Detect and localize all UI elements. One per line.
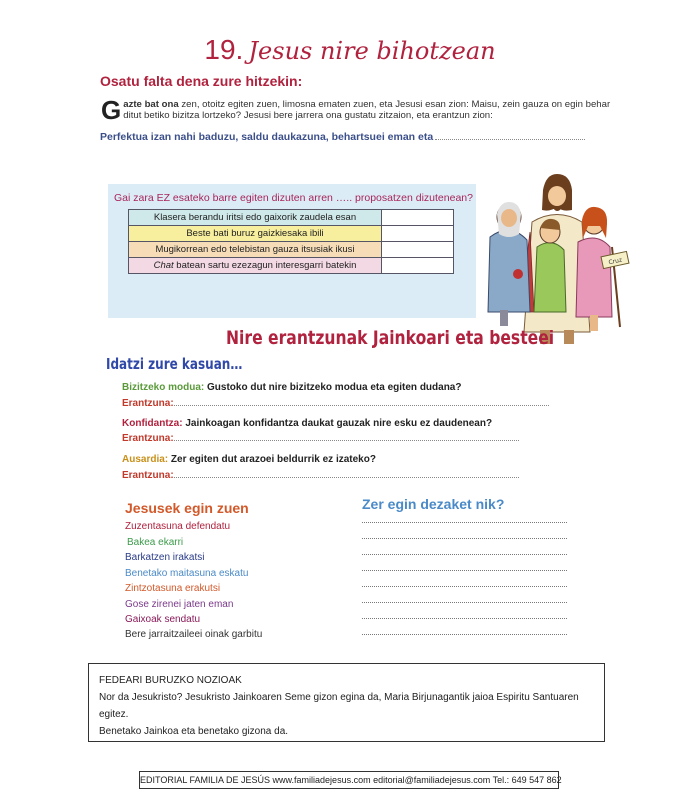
faith-notions-title: FEDEARI BURUZKO NOZIOAK <box>99 675 242 686</box>
fill-in-line[interactable] <box>435 132 585 140</box>
list-item: Bere jarraitzaileei oinak garbitu <box>125 628 263 640</box>
answer-label: Erantzuna: <box>122 470 174 481</box>
faith-notions-line: Benetako Jainkoa eta benetako gizona da. <box>99 726 289 737</box>
question-text: Zer egiten dut arazoei beldurrik ez izateko? <box>170 454 376 465</box>
question-category: Ausardia: <box>122 454 169 465</box>
answer-line <box>122 470 519 481</box>
write-line[interactable] <box>362 570 567 571</box>
answer-label: Erantzuna: <box>122 433 174 444</box>
choice-question: Gai zara EZ esateko barre egiten dizuten arren ….. proposatzen dizutenean? <box>114 192 473 204</box>
list-item: Zuzentasuna defendatu <box>125 521 231 532</box>
answer-input[interactable] <box>174 398 549 406</box>
question-category: Bizitzeko modua: <box>122 382 205 393</box>
jesus-children-illustration <box>482 162 632 352</box>
answer-input[interactable] <box>174 433 519 441</box>
table-row <box>129 226 454 242</box>
list-item: Gose zirenei jaten eman <box>125 598 234 610</box>
option-label-italic: Chat <box>153 260 174 271</box>
list-item: Gaixoak sendatu <box>125 614 201 625</box>
option-answer-box[interactable] <box>382 210 454 226</box>
question-konfidantza <box>122 418 492 429</box>
intro-bold-start: azte bat ona <box>123 99 179 110</box>
list-item: Bakea ekarri <box>127 536 184 548</box>
table-row <box>129 242 454 258</box>
lesson-number: 19. <box>204 34 244 65</box>
answer-input[interactable] <box>174 470 519 478</box>
write-line[interactable] <box>362 634 567 635</box>
intro-text: zen, otoitz egiten zuen, limosna ematen zuen, eta Jesusi esan zion: Maisu, zein gauza on egin behar ditut betiko bizitza lortzeko? Jesusi bere jarrera ona gustatu zitzaion, eta erantzun zion: <box>123 99 611 121</box>
section-heading: Nire erantzunak Jainkoari eta besteei <box>226 327 555 349</box>
list-item: Zintzotasuna erakutsi <box>125 583 221 594</box>
page-title <box>0 34 700 66</box>
list-item: Benetako maitasuna eskatu <box>125 567 249 579</box>
choice-table <box>128 209 454 274</box>
drop-cap: G <box>101 95 122 125</box>
list-item: Barkatzen irakatsi <box>125 552 205 563</box>
write-line[interactable] <box>362 522 567 523</box>
option-answer-box[interactable] <box>382 226 454 242</box>
write-line[interactable] <box>362 586 567 587</box>
fill-in-answer <box>100 131 585 143</box>
jesus-did-list <box>125 519 275 643</box>
write-line[interactable] <box>362 554 567 555</box>
question-category: Konfidantza: <box>122 418 183 429</box>
question-bizitzeko <box>122 382 461 393</box>
write-line[interactable] <box>362 602 567 603</box>
jesus-did-heading: Jesusek egin zuen <box>125 500 249 516</box>
what-can-i-do-heading: Zer egin dezaket nik? <box>362 496 505 512</box>
question-text: Gustoko dut nire bizitzeko modua eta egiten dudana? <box>207 382 462 393</box>
option-label: Mugikorrean edo telebistan gauza itsusiak ikusi <box>129 242 382 258</box>
fill-in-text: Perfektua izan nahi baduzu, saldu daukazuna, behartsuei eman eta <box>100 131 434 143</box>
faith-notions-box <box>88 663 605 742</box>
option-label: Beste bati buruz gaizkiesaka ibili <box>129 226 382 242</box>
option-label-rest: batean sartu ezezagun interesgarri batekin <box>173 260 357 271</box>
answer-line <box>122 433 519 444</box>
write-line[interactable] <box>362 618 567 619</box>
publisher-footer: EDITORIAL FAMILIA DE JESÚS www.familiadejesus.com editorial@familiadejesus.com Tel.: 649 547 862 <box>139 771 559 789</box>
instruction-heading: Osatu falta dena zure hitzekin: <box>100 73 303 89</box>
choice-box <box>108 184 476 318</box>
table-row <box>129 210 454 226</box>
table-row <box>129 258 454 274</box>
section-subheading: Idatzi zure kasuan… <box>106 355 243 373</box>
lesson-title: Jesus nire bihotzean <box>248 37 496 65</box>
option-label <box>129 258 382 274</box>
option-answer-box[interactable] <box>382 258 454 274</box>
option-answer-box[interactable] <box>382 242 454 258</box>
faith-notions-line: Nor da Jesukristo? Jesukristo Jainkoaren Seme gizon egina da, Maria Birjunagantik jaioa Espiritu Santuaren egitez. <box>99 692 579 720</box>
question-ausardia <box>122 454 376 465</box>
intro-paragraph <box>101 95 621 125</box>
write-line[interactable] <box>362 538 567 539</box>
sign-text: Cruz <box>607 256 623 267</box>
option-label: Klasera berandu iritsi edo gaixorik zaudela esan <box>129 210 382 226</box>
answer-label: Erantzuna: <box>122 398 174 409</box>
answer-line <box>122 398 549 409</box>
question-text: Jainkoagan konfidantza daukat gauzak nire esku ez daudenean? <box>185 418 493 429</box>
